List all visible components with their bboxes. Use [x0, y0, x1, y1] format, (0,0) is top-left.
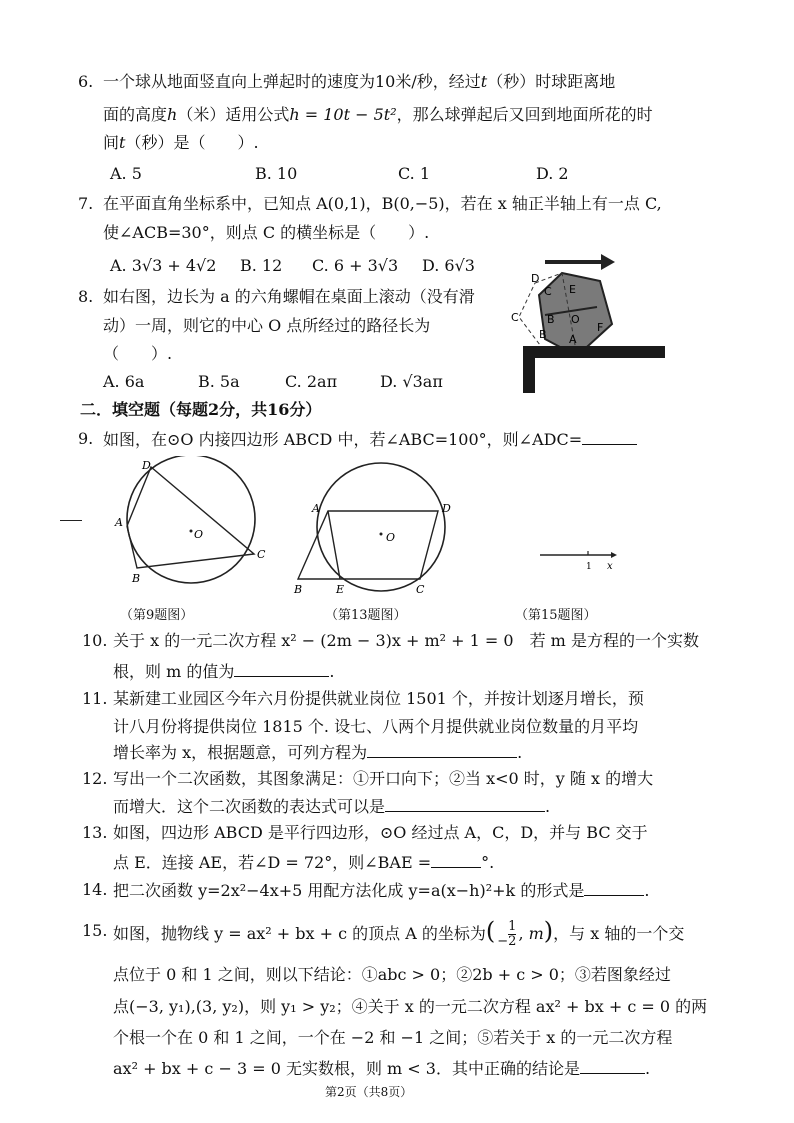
figure-q15 [535, 545, 625, 575]
q6-option-c: C. 1 [398, 164, 431, 183]
q11-line1: 某新建工业园区今年六月份提供就业岗位 1501 个，并按计划逐月增长，预 [113, 689, 644, 708]
q12-line2: 而增大．这个二次函数的表达式可以是 . [113, 797, 551, 816]
q6-option-d: D. 2 [536, 164, 569, 183]
q6-line2: 面的高度h（米）适用公式h = 10t − 5t²，那么球弹起后又回到地面所花的时 [103, 105, 653, 124]
q10-line2: 根，则 m 的值为 . [113, 662, 335, 681]
q15-line1: 如图，抛物线 y = ax² + bx + c 的顶点 A 的坐标为( − $\frac{1}{2}$ , m)，与 x 轴的一个交 [113, 917, 685, 949]
q13-answer-blank[interactable] [431, 851, 481, 868]
fig13-label-c: C [416, 583, 425, 596]
fig15-axis-x: x [607, 561, 613, 572]
q9-answer-blank[interactable] [582, 428, 637, 445]
q10-num: 10. [82, 631, 108, 650]
q7-option-b: B. 12 [240, 256, 283, 275]
q6-option-b: B. 10 [255, 164, 298, 183]
fig13-label-a: A [312, 502, 320, 515]
q7-option-d: D. 6√3 [422, 256, 475, 275]
q8-line2: 动）一周，则它的中心 O 点所经过的路径长为 [103, 316, 431, 335]
page-footer: 第2页（共8页） [325, 1085, 413, 1099]
q11-line3: 增长率为 x，根据题意，可列方程为 . [113, 743, 523, 762]
q8-option-c: C. 2aπ [285, 372, 338, 391]
q13-line2: 点 E．连接 AE，若∠D = 72°，则∠BAE = °. [113, 853, 495, 872]
q14-text: 把二次函数 y=2x²−4x+5 用配方法化成 y=a(x−h)²+k 的形式是 . [113, 881, 650, 900]
fig8-label-e: E [569, 283, 576, 296]
hex-nut-figure [505, 245, 665, 405]
fig9-label-o: O [194, 528, 204, 541]
q8-line1: 如右图，边长为 a 的六角螺帽在桌面上滚动（没有滑 [103, 287, 475, 306]
caption-q15: （第15题图） [515, 608, 597, 623]
fig13-label-b: B [294, 583, 303, 596]
q13-line1: 如图，四边形 ABCD 是平行四边形，⊙O 经过点 A，C，D，并与 BC 交于 [113, 823, 648, 842]
fig9-label-b: B [132, 572, 141, 585]
q6-option-a: A. 5 [110, 164, 142, 183]
q6-line3: 间t（秒）是（ ）. [103, 133, 259, 152]
q15-line4: 个根一个在 0 和 1 之间，一个在 −2 和 −1 之间；⑤若关于 x 的一元二次方程 [113, 1028, 673, 1047]
q7-option-a: A. 3√3 + 4√2 [110, 256, 217, 275]
q9-num: 9. [78, 429, 94, 448]
fig8-label-b-inner: B [547, 313, 555, 326]
q10-answer-blank[interactable] [234, 660, 329, 677]
caption-q13: （第13题图） [325, 608, 407, 623]
q13-num: 13. [82, 823, 108, 842]
fig8-label-b-outer: B [539, 328, 547, 341]
fig8-label-c-inner: C [544, 285, 552, 298]
figure-q9 [112, 456, 277, 591]
q11-line2: 计八月份将提供岗位 1815 个. 设七、八两个月提供就业岗位数量的月平均 [113, 717, 639, 736]
fig8-label-c-outer: C [511, 311, 519, 324]
caption-q9: （第9题图） [120, 608, 194, 623]
fig9-label-a: A [115, 516, 123, 529]
q12-answer-blank[interactable] [385, 795, 545, 812]
q15-line5: ax² + bx + c − 3 = 0 无实数根，则 m < 3．其中正确的结论是 . [113, 1059, 651, 1078]
fig8-label-a: A [569, 333, 577, 346]
q15-vertex-denominator: 2 [508, 934, 517, 949]
q12-num: 12. [82, 769, 108, 788]
q14-num: 14. [82, 880, 108, 899]
section-title-fill-in: 二．填空题（每题2分，共16分） [80, 400, 322, 419]
q8-option-d: D. √3aπ [380, 372, 443, 391]
q8-line3: （ ）. [103, 344, 173, 363]
fig9-label-c: C [257, 548, 266, 561]
fig13-label-o: O [386, 531, 396, 544]
q11-num: 11. [82, 689, 108, 708]
fig8-label-d: D [531, 272, 540, 285]
q6-num: 6. [78, 72, 94, 91]
fig13-label-e: E [336, 583, 345, 596]
q15-line3: 点(−3, y₁),(3, y₂)，则 y₁ > y₂；④关于 x 的一元二次方程 ax² + bx + c = 0 的两 [113, 997, 708, 1016]
q15-vertex-numerator: 1 [508, 919, 517, 934]
fig8-label-f: F [597, 321, 604, 334]
q11-answer-blank[interactable] [367, 741, 517, 758]
q15-num: 15. [82, 921, 108, 940]
q8-num: 8. [78, 287, 94, 306]
q8-option-a: A. 6a [103, 372, 145, 391]
q6-line1: 一个球从地面竖直向上弹起时的速度为10米/秒，经过t（秒）时球距离地 [103, 72, 616, 91]
q15-line2: 点位于 0 和 1 之间，则以下结论：①abc > 0；②2b + c > 0；③若图象经过 [113, 965, 671, 984]
fig15-tick-1: 1 [586, 562, 592, 572]
q15-answer-blank[interactable] [580, 1057, 645, 1074]
figure-q13 [290, 458, 465, 598]
q12-line1: 写出一个二次函数，其图象满足：①开口向下；②当 x<0 时，y 随 x 的增大 [113, 769, 654, 788]
q9-text: 如图，在⊙O 内接四边形 ABCD 中，若∠ABC=100°，则∠ADC= [103, 428, 637, 451]
q7-num: 7. [78, 194, 94, 213]
fig9-label-d: D [142, 459, 151, 472]
margin-mark [60, 520, 82, 521]
q7-option-c: C. 6 + 3√3 [312, 256, 399, 275]
fig8-label-o: O [571, 313, 580, 326]
fig13-label-d: D [442, 502, 451, 515]
q7-line2: 使∠ACB=30°，则点 C 的横坐标是（ ）. [103, 223, 430, 242]
q8-option-b: B. 5a [198, 372, 240, 391]
q10-line1: 关于 x 的一元二次方程 x² − (2m − 3)x + m² + 1 = 0 若 m 是方程的一个实数 [113, 631, 699, 650]
q14-answer-blank[interactable] [584, 879, 644, 896]
q7-line1: 在平面直角坐标系中，已知点 A(0,1)，B(0,−5)，若在 x 轴正半轴上有一点 C, [103, 194, 662, 213]
